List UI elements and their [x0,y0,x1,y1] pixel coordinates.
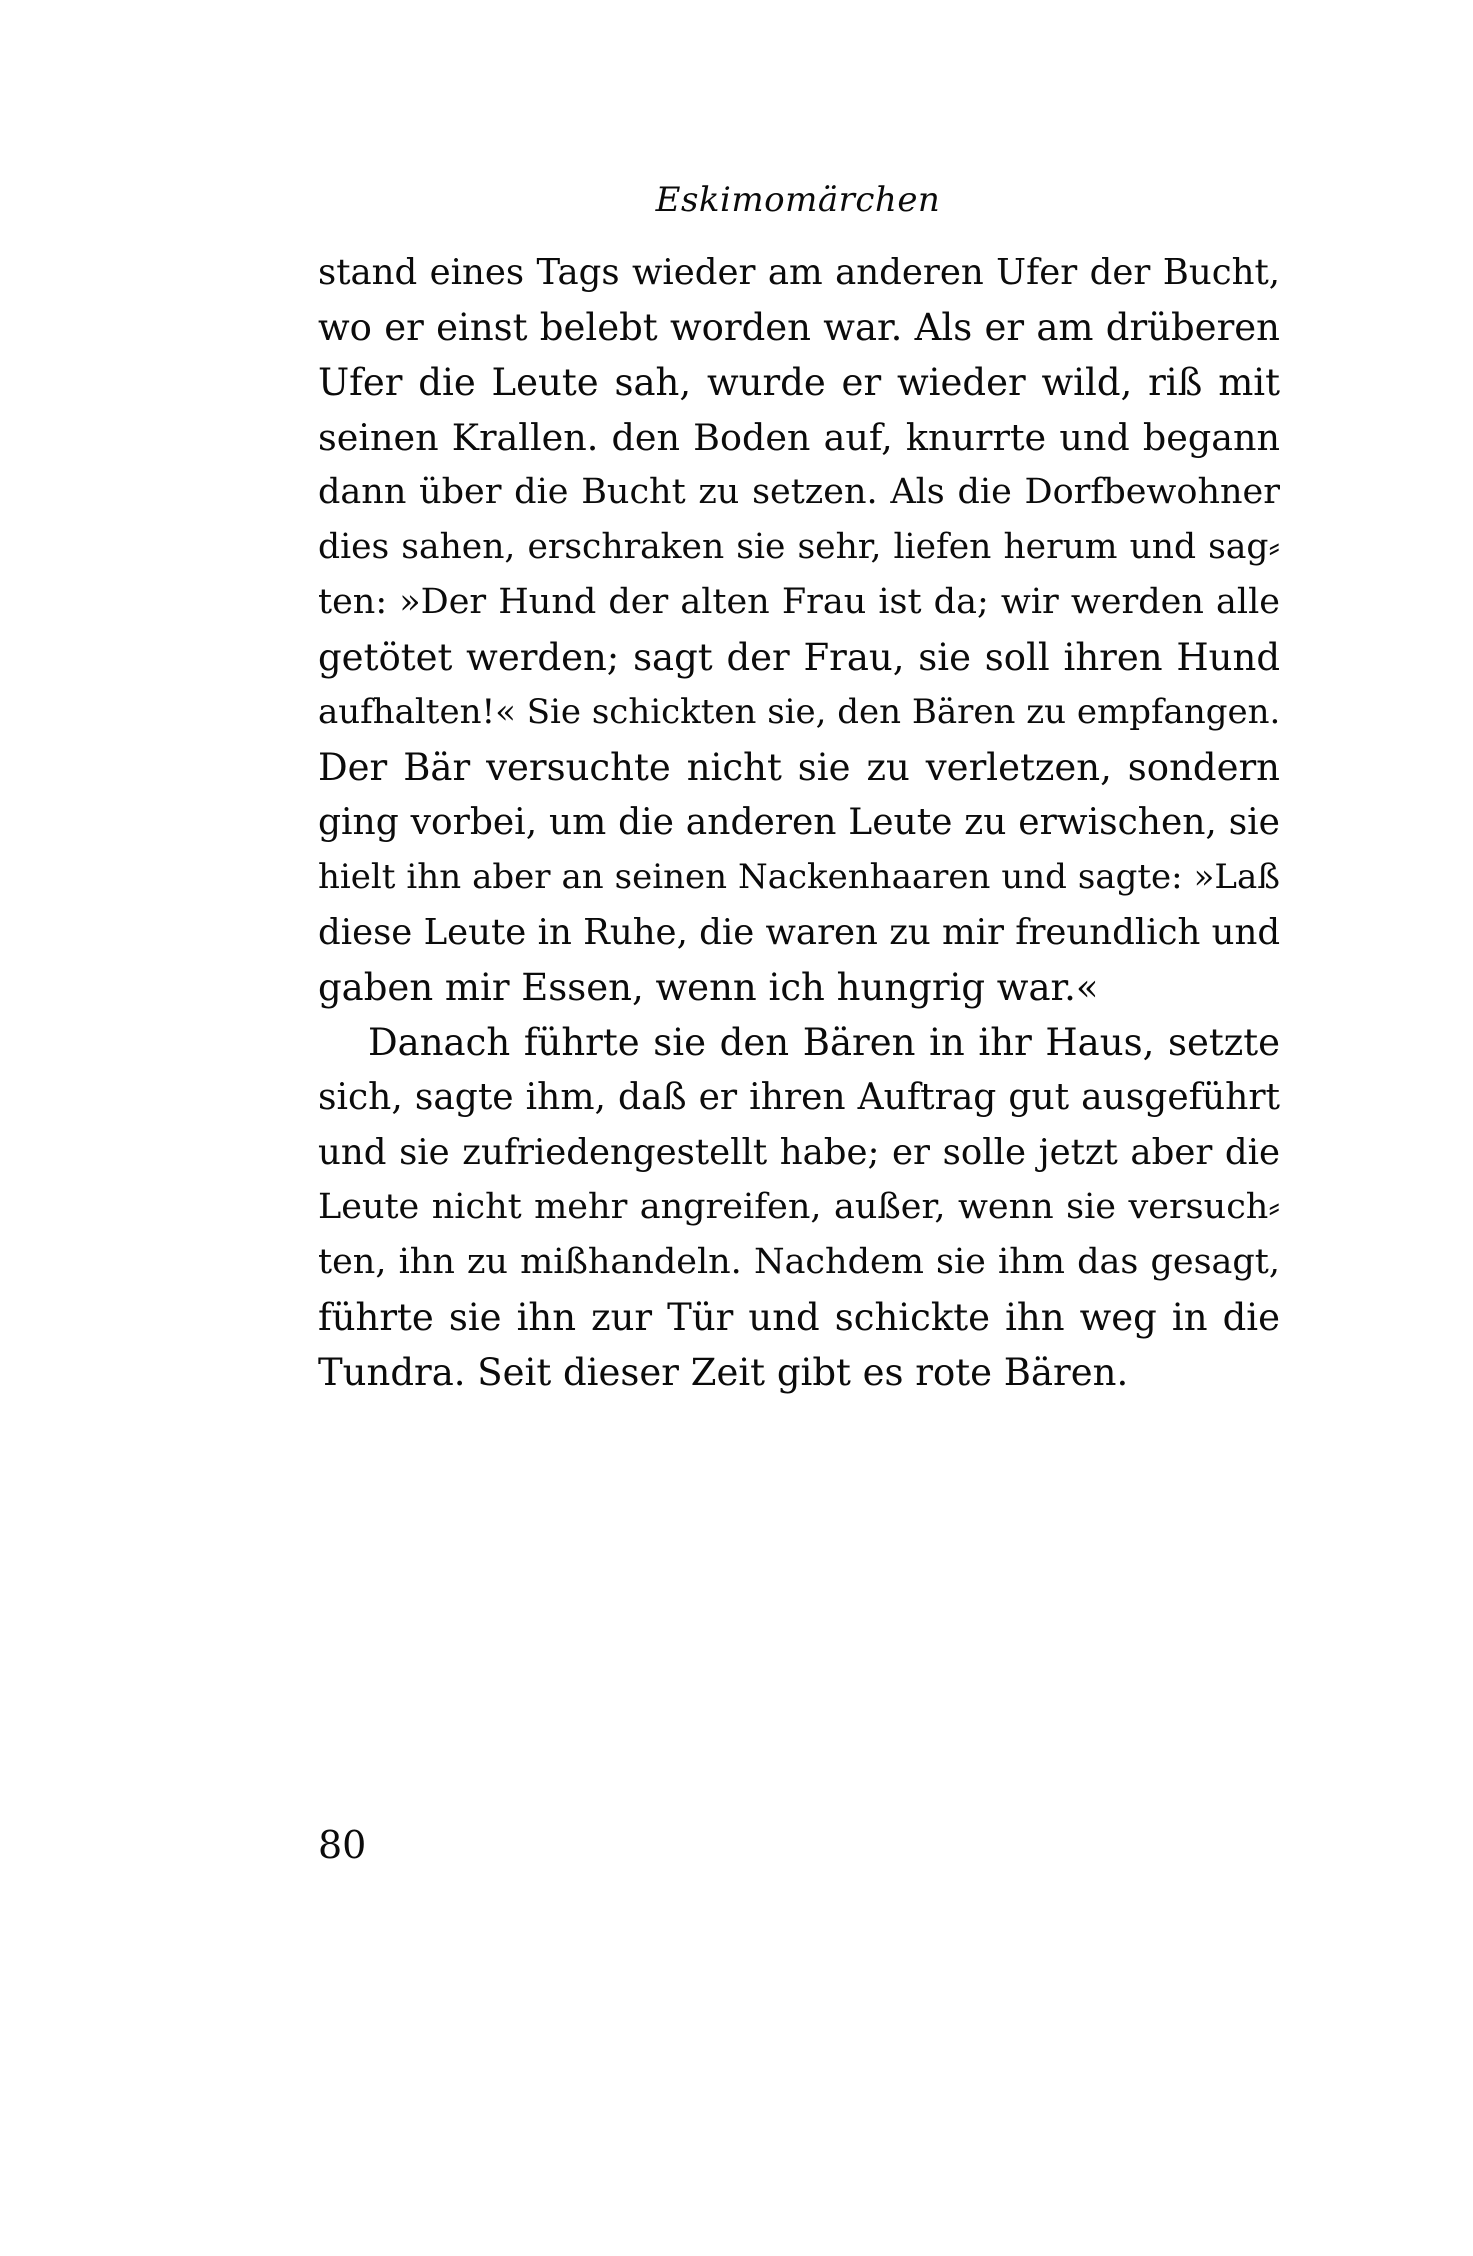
text-line: sich, sagte ihm, daß er ihren Auftrag gut ausgeführt [318,1077,1280,1118]
text-line: führte sie ihn zur Tür und schickte ihn weg in die [318,1296,1280,1339]
text-line: seinen Krallen. den Boden auf, knurrte und begann [318,416,1280,459]
text-line: stand eines Tags wieder am anderen Ufer der Bucht, [318,252,1280,293]
text-line: Der Bär versuchte nicht sie zu verletzen, sondern [318,746,1280,789]
text-line: wo er einst belebt worden war. Als er am drüberen [318,306,1280,349]
text-line: dann über die Bucht zu setzen. Als die Dorfbewohner [318,472,1280,512]
text-line: dies sahen, erschraken sie sehr, liefen herum und sag⸗ [318,527,1280,567]
text-line: Danach führte sie den Bären in ihr Haus, setzte [368,1021,1280,1064]
text-line: ten, ihn zu mißhandeln. Nachdem sie ihm das gesagt, [318,1242,1280,1282]
text-line: und sie zufriedengestellt habe; er solle jetzt aber die [318,1132,1280,1173]
text-line: diese Leute in Ruhe, die waren zu mir freundlich und [318,912,1281,953]
text-line: ging vorbei, um die anderen Leute zu erwischen, sie [318,802,1280,843]
body-text [318,245,1280,1400]
text-line: Tundra. Seit dieser Zeit gibt es rote Bären. [318,1351,1129,1394]
text-line: hielt ihn aber an seinen Nackenhaaren und sagte: »Laß [318,857,1280,897]
text-line: Leute nicht mehr angreifen, außer, wenn sie versuch⸗ [318,1187,1280,1227]
text-line: ten: »Der Hund der alten Frau ist da; wir werden alle [318,582,1280,622]
page-number: 80 [318,1823,367,1867]
paragraph-2 [318,1015,1280,1400]
running-title: Eskimomärchen [655,180,941,220]
paragraph-1 [318,245,1280,1015]
text-line: Ufer die Leute sah, wurde er wieder wild, riß mit [318,361,1280,404]
text-line: aufhalten!« Sie schickten sie, den Bären zu empfangen. [318,692,1281,732]
text-line: getötet werden; sagt der Frau, sie soll ihren Hund [318,636,1280,679]
text-line: gaben mir Essen, wenn ich hungrig war.« [318,966,1099,1009]
